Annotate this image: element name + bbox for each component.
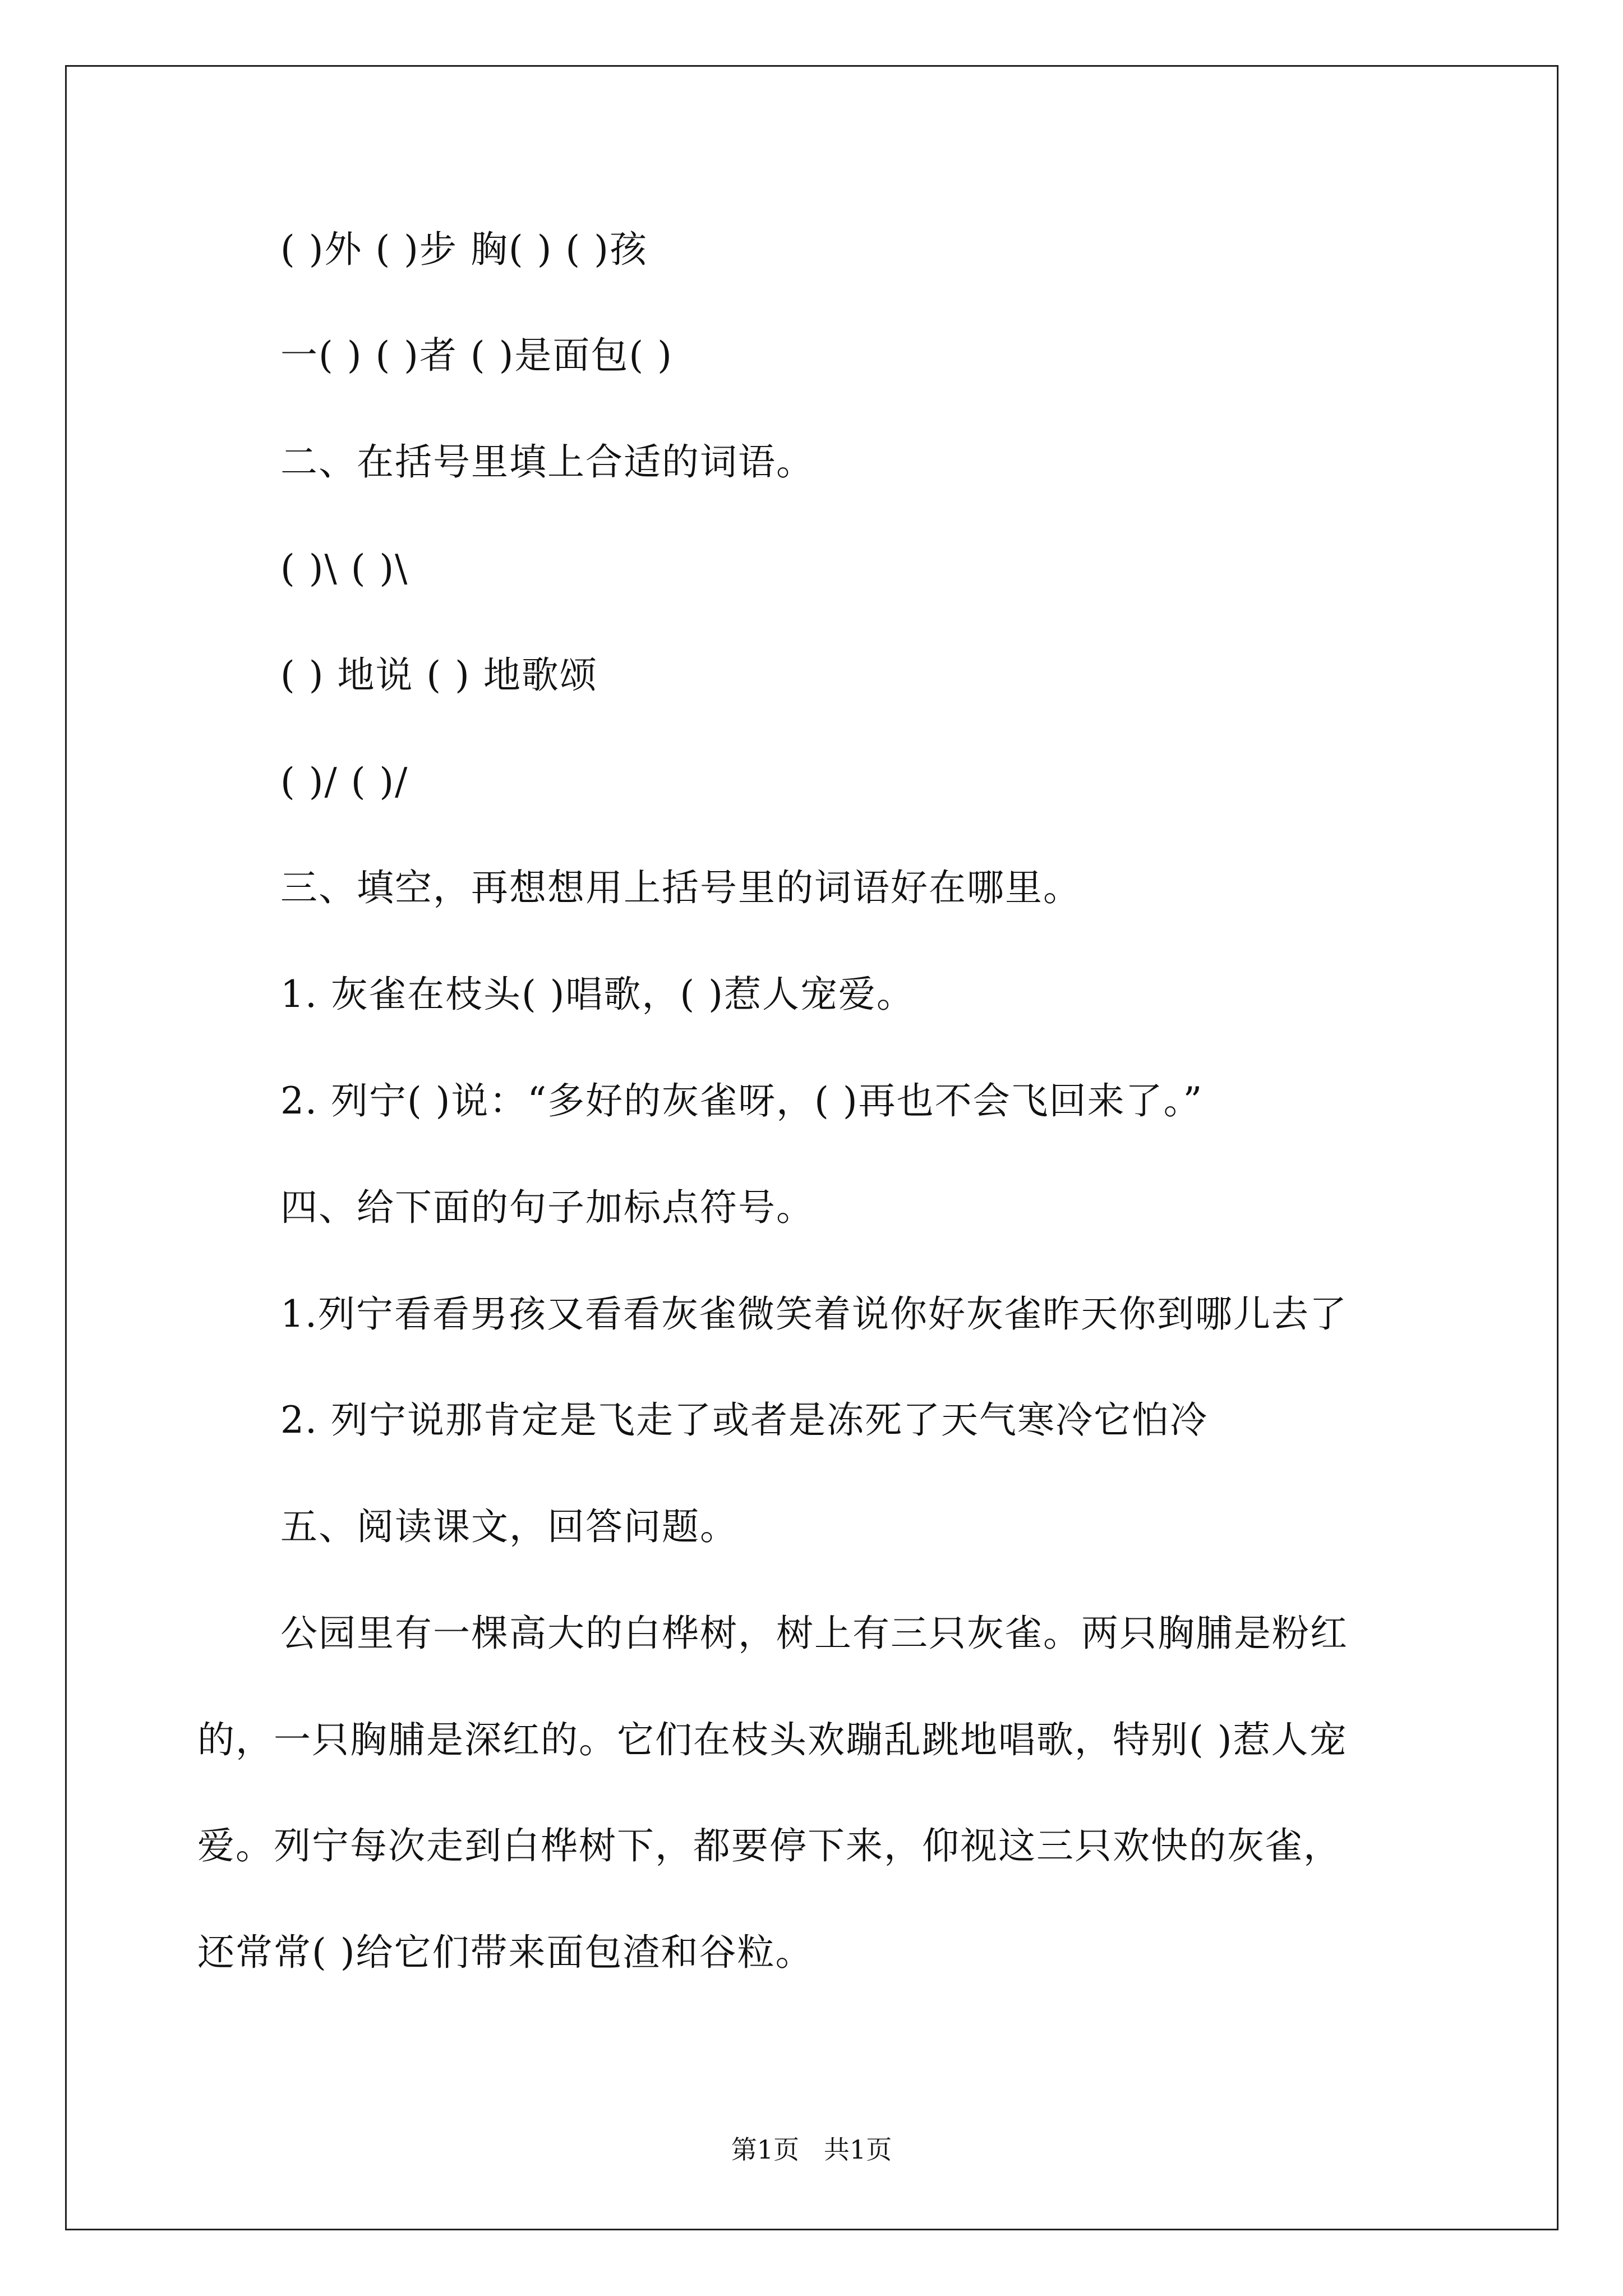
text-line-4: ( )\ ( )\ — [280, 547, 409, 590]
question-3-1: 1. 灰雀在枝头( )唱歌，( )惹人宠爱。 — [280, 973, 915, 1016]
section-heading-4: 四、给下面的句子加标点符号。 — [280, 1186, 814, 1229]
reading-paragraph-line-3: 爱。列宁每次走到白桦树下，都要停下来，仰视这三只欢快的灰雀， — [197, 1824, 1341, 1867]
question-4-1: 1.列宁看看男孩又看看灰雀微笑着说你好灰雀昨天你到哪儿去了 — [280, 1292, 1348, 1336]
reading-paragraph-line-4: 还常常( )给它们带来面包渣和谷粒。 — [197, 1931, 814, 1974]
page-footer: 第1页 共1页 — [731, 2134, 892, 2165]
reading-paragraph-line-1: 公园里有一棵高大的白桦树，树上有三只灰雀。两只胸脯是粉红 — [280, 1612, 1348, 1655]
text-line-2: 一( ) ( )者 ( )是面包( ) — [280, 334, 673, 377]
section-heading-2: 二、在括号里填上合适的词语。 — [280, 440, 814, 484]
section-heading-5: 五、阅读课文，回答问题。 — [280, 1505, 738, 1548]
question-3-2: 2. 列宁( )说：“多好的灰雀呀，( )再也不会飞回来了。” — [280, 1079, 1204, 1122]
text-line-5: ( ) 地说 ( ) 地歌颂 — [280, 654, 598, 697]
text-line-6: ( )/ ( )/ — [280, 760, 409, 803]
question-4-2: 2. 列宁说那肯定是飞走了或者是冻死了天气寒冷它怕冷 — [280, 1398, 1208, 1442]
section-heading-3: 三、填空，再想想用上括号里的词语好在哪里。 — [280, 866, 1081, 909]
reading-paragraph-line-2: 的，一只胸脯是深红的。它们在枝头欢蹦乱跳地唱歌，特别( )惹人宠 — [197, 1718, 1348, 1761]
text-line-1: ( )外 ( )步 胸( ) ( )孩 — [280, 228, 648, 271]
